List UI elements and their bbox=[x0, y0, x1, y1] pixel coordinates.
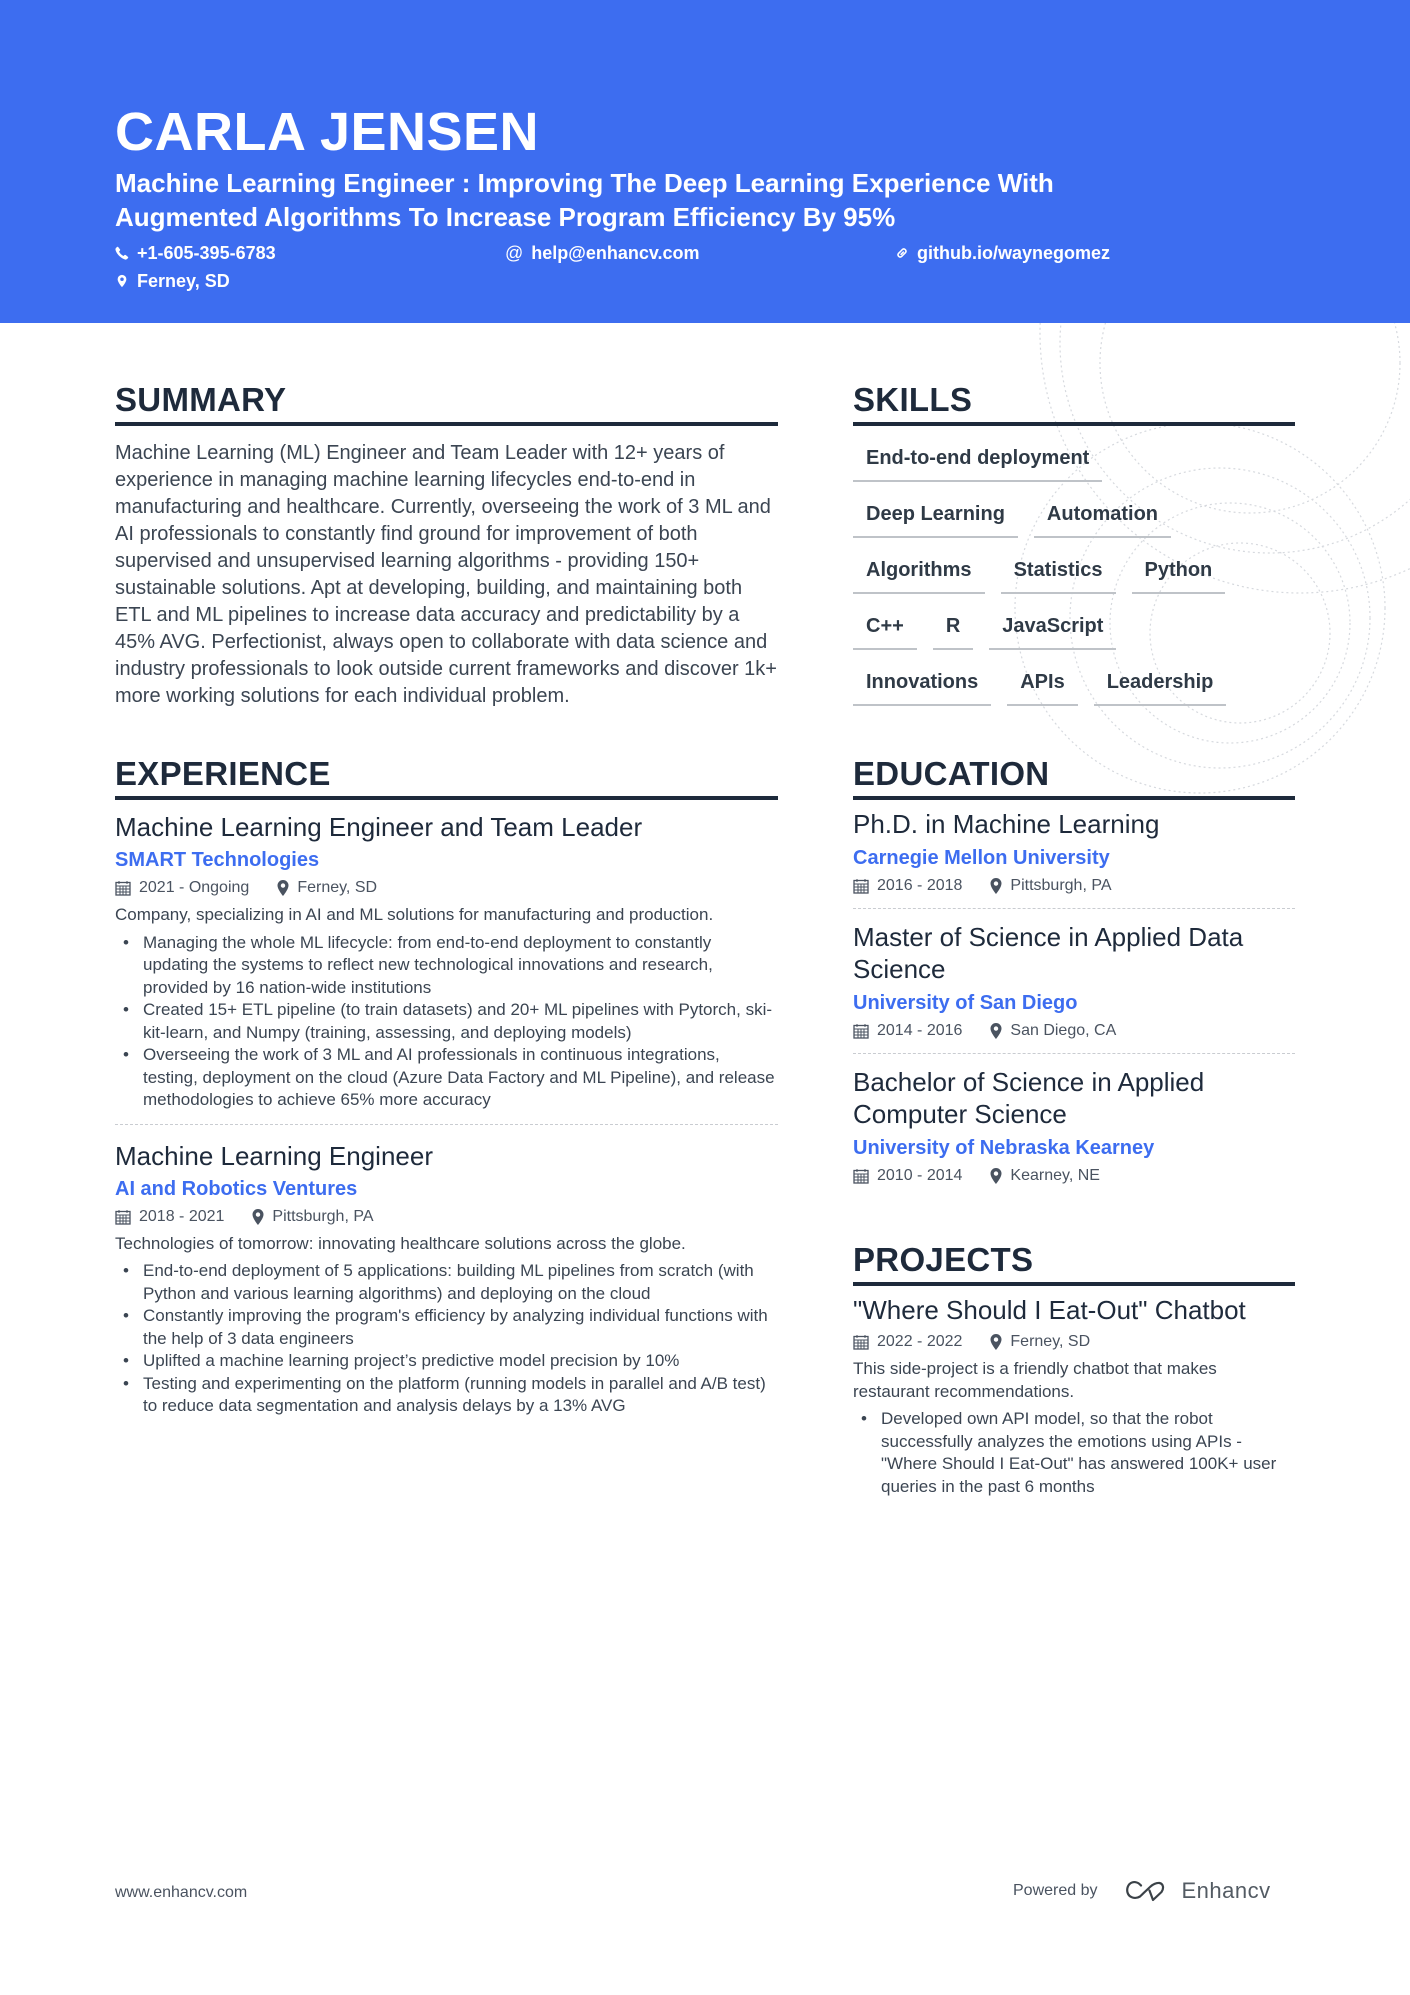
project-description: This side-project is a friendly chatbot that makes restaurant recommendations. bbox=[853, 1359, 1217, 1401]
school-name[interactable]: Carnegie Mellon University bbox=[853, 847, 1110, 869]
education-meta bbox=[853, 1019, 1295, 1043]
contact-email[interactable] bbox=[505, 242, 700, 264]
job-dates: 2021 - Ongoing bbox=[139, 879, 250, 896]
summary-section bbox=[115, 380, 778, 710]
link-text: github.io/waynegomez bbox=[917, 243, 1111, 263]
job-location: Pittsburgh, PA bbox=[272, 1207, 374, 1225]
company-description: Technologies of tomorrow: innovating healthcare solutions across the globe. bbox=[115, 1233, 686, 1253]
section-title-projects: PROJECTS bbox=[853, 1240, 1295, 1286]
skill-tag: APIs bbox=[1007, 664, 1077, 706]
location-text: Ferney, SD bbox=[137, 271, 230, 291]
experience-item bbox=[115, 810, 778, 1124]
section-title-experience: EXPERIENCE bbox=[115, 754, 778, 800]
experience-section bbox=[115, 754, 778, 1430]
headline: Machine Learning Engineer : Improving The Deep Learning Experience With Augmented Algorithms To Increase Program Efficiency By 95% bbox=[115, 168, 1054, 232]
education-item bbox=[853, 908, 1295, 1053]
skill-tag: C++ bbox=[853, 608, 917, 650]
job-bullets bbox=[115, 932, 778, 1112]
degree-title: Master of Science in Applied Data Science bbox=[853, 922, 1244, 984]
project-location: Ferney, SD bbox=[1010, 1333, 1091, 1350]
project-dates: 2022 - 2022 bbox=[877, 1333, 963, 1350]
education-item bbox=[853, 1053, 1295, 1198]
location-pin-icon bbox=[990, 1168, 1002, 1184]
link-icon bbox=[895, 246, 909, 260]
job-meta bbox=[115, 1205, 778, 1229]
education-meta bbox=[853, 874, 1295, 898]
bullet-item: • Testing and experimenting on the platform (running models in parallel and A/B test) to reduce data segmentation and analysis delays by a 13% AVG bbox=[115, 1373, 778, 1418]
calendar-icon bbox=[853, 1334, 869, 1350]
location-pin-icon bbox=[277, 880, 289, 896]
section-title-education: EDUCATION bbox=[853, 754, 1295, 800]
skill-tag: End-to-end deployment bbox=[853, 440, 1102, 482]
project-item bbox=[853, 1286, 1295, 1508]
bullet-item: • Developed own API model, so that the robot successfully analyzes the emotions using APIs - "Where Should I Eat-Out" has answered 100K+ user queries in the past 6 months bbox=[853, 1408, 1295, 1498]
education-location: Kearney, NE bbox=[1010, 1167, 1100, 1184]
footer-website[interactable]: www.enhancv.com bbox=[115, 1884, 248, 1901]
project-bullets bbox=[853, 1408, 1295, 1498]
job-dates: 2018 - 2021 bbox=[139, 1207, 225, 1225]
skill-tag: Automation bbox=[1034, 496, 1171, 538]
skill-tag: Leadership bbox=[1094, 664, 1227, 706]
left-column bbox=[115, 380, 778, 1430]
projects-section bbox=[853, 1240, 1295, 1508]
job-title: Machine Learning Engineer bbox=[115, 1140, 433, 1171]
bullet-item: • Overseeing the work of 3 ML and AI professionals in continuous integrations, testing, deployment on the cloud (Azure Data Factory and ML Pipeline), and release methodologies to achieve 65% more accuracy bbox=[115, 1044, 778, 1112]
degree-title: Ph.D. in Machine Learning bbox=[853, 809, 1160, 839]
job-meta bbox=[115, 876, 778, 900]
footer-branding bbox=[1013, 1878, 1271, 1904]
education-meta bbox=[853, 1164, 1295, 1188]
bullet-item: • End-to-end deployment of 5 applications: building ML pipelines from scratch (with Python and various learning algorithms) and deploying on the cloud bbox=[115, 1260, 778, 1305]
resume-header bbox=[0, 0, 1410, 323]
calendar-icon bbox=[115, 880, 131, 896]
education-dates: 2014 - 2016 bbox=[877, 1022, 963, 1039]
company-name[interactable]: AI and Robotics Ventures bbox=[115, 1177, 358, 1200]
project-meta bbox=[853, 1330, 1295, 1354]
education-section bbox=[853, 754, 1295, 1198]
skills-section bbox=[853, 380, 1295, 720]
calendar-icon bbox=[853, 1023, 869, 1039]
job-location: Ferney, SD bbox=[297, 879, 378, 896]
calendar-icon bbox=[853, 1168, 869, 1184]
brand-name: Enhancv bbox=[1181, 1878, 1271, 1903]
education-location: Pittsburgh, PA bbox=[1010, 877, 1112, 894]
skill-tag: Algorithms bbox=[853, 552, 985, 594]
bullet-item: • Constantly improving the program's efficiency by analyzing individual functions with the help of 3 data engineers bbox=[115, 1305, 778, 1350]
calendar-icon bbox=[115, 1209, 131, 1225]
summary-text: Machine Learning (ML) Engineer and Team Leader with 12+ years of experience in managing machine learning lifecycles end-to-end in manufacturing and healthcare. Currently, overseeing the work of 3 ML and AI professionals to constantly find ground for improvement of both supervised and unsupervised learning algorithms - providing 150+ sustainable solutions. Apt at developing, building, and maintaining both ETL and ML pipelines to increase data accuracy and predictability by a 45% AVG. Perfectionist, always open to collaborate with data science and industry professionals to look outside current frameworks and discover 1k+ more working solutions for each individual problem. bbox=[115, 442, 777, 707]
contact-phone[interactable] bbox=[115, 242, 276, 264]
school-name[interactable]: University of San Diego bbox=[853, 992, 1078, 1014]
bullet-item: • Managing the whole ML lifecycle: from end-to-end deployment to constantly updating the systems to reflect new technological innovations and research, provided by 16 nation-wide institutions bbox=[115, 932, 778, 1000]
experience-item bbox=[115, 1124, 778, 1430]
email-text: help@enhancv.com bbox=[531, 243, 700, 263]
education-dates: 2016 - 2018 bbox=[877, 877, 963, 894]
skill-tag: R bbox=[933, 608, 973, 650]
bullet-item: • Created 15+ ETL pipeline (to train datasets) and 20+ ML pipelines with Pytorch, ski-kit-learn, and Numpy (training, assessing, and deploying models) bbox=[115, 999, 778, 1044]
skill-tag: Statistics bbox=[1001, 552, 1116, 594]
enhancv-logo[interactable] bbox=[1124, 1878, 1271, 1904]
bullet-item: • Uplifted a machine learning project’s predictive model precision by 10% bbox=[115, 1350, 778, 1373]
skill-tag: Innovations bbox=[853, 664, 991, 706]
company-name[interactable]: SMART Technologies bbox=[115, 849, 320, 871]
contact-location bbox=[115, 270, 230, 292]
skill-tag: Python bbox=[1132, 552, 1226, 594]
job-bullets bbox=[115, 1260, 778, 1418]
skill-tag: Deep Learning bbox=[853, 496, 1018, 538]
education-item bbox=[853, 800, 1295, 908]
location-pin-icon bbox=[115, 274, 129, 288]
powered-by-label: Powered by bbox=[1013, 1882, 1098, 1899]
company-description: Company, specializing in AI and ML solutions for manufacturing and production. bbox=[115, 905, 714, 924]
job-title: Machine Learning Engineer and Team Leader bbox=[115, 812, 643, 842]
location-pin-icon bbox=[252, 1209, 264, 1225]
education-location: San Diego, CA bbox=[1010, 1022, 1117, 1039]
degree-title: Bachelor of Science in Applied Computer Science bbox=[853, 1067, 1205, 1129]
location-pin-icon bbox=[990, 878, 1002, 894]
at-icon: @ bbox=[505, 243, 524, 263]
section-title-skills: SKILLS bbox=[853, 380, 1295, 426]
education-dates: 2010 - 2014 bbox=[877, 1167, 963, 1184]
right-column bbox=[853, 380, 1295, 1508]
skills-list bbox=[853, 440, 1295, 720]
candidate-name: CARLA JENSEN bbox=[115, 102, 540, 162]
location-pin-icon bbox=[990, 1023, 1002, 1039]
contact-link[interactable] bbox=[895, 242, 1110, 264]
phone-text: +1-605-395-6783 bbox=[137, 243, 276, 263]
location-pin-icon bbox=[990, 1334, 1002, 1350]
school-name[interactable]: University of Nebraska Kearney bbox=[853, 1137, 1155, 1159]
skill-tag: JavaScript bbox=[989, 608, 1116, 650]
phone-icon bbox=[115, 246, 129, 260]
enhancv-logo-icon bbox=[1124, 1879, 1170, 1903]
project-name: "Where Should I Eat-Out" Chatbot bbox=[853, 1295, 1246, 1325]
section-title-summary: SUMMARY bbox=[115, 380, 778, 426]
calendar-icon bbox=[853, 878, 869, 894]
